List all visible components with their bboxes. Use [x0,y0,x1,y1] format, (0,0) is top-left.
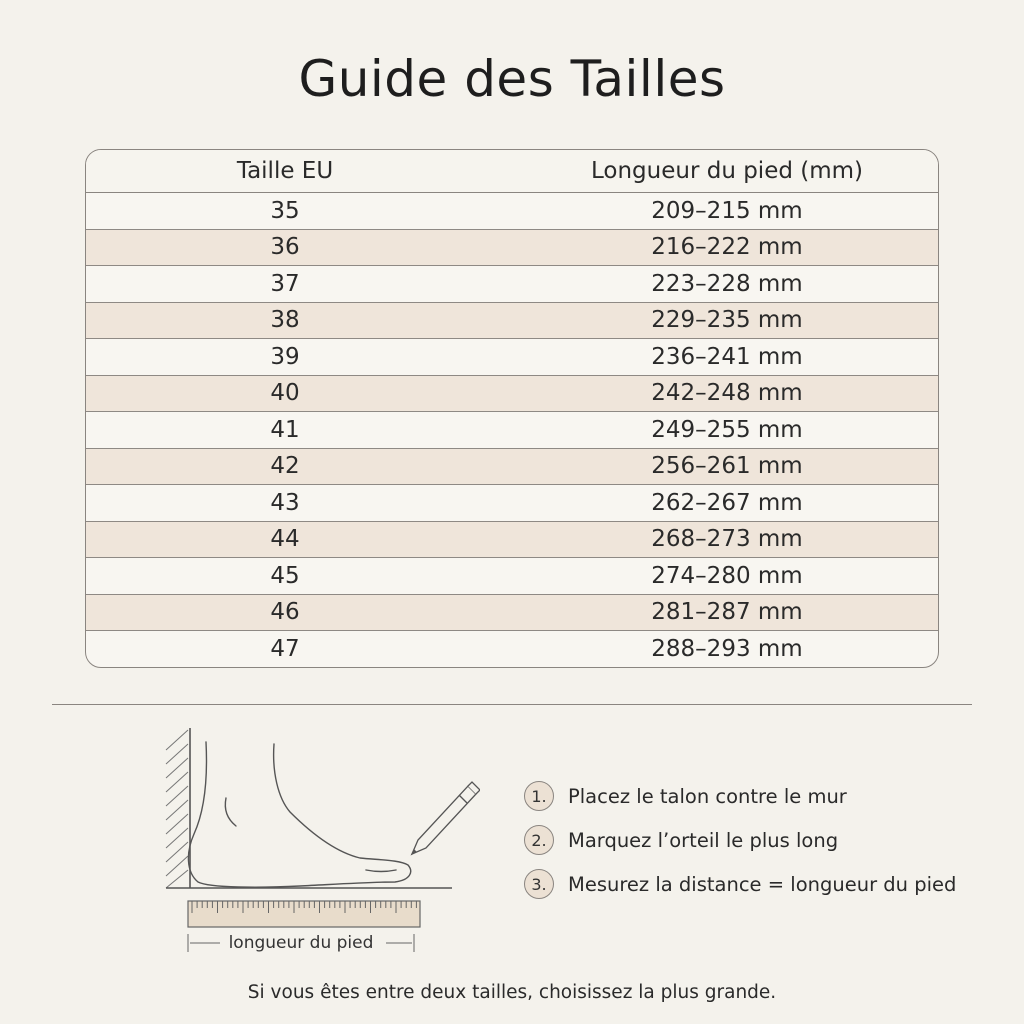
size-cell: 43 [270,489,300,516]
step-1 [524,774,994,818]
table-row [86,266,938,303]
foot-icon [188,742,410,887]
size-cell: 35 [270,197,300,224]
size-table [85,149,939,668]
length-cell: 262–267 mm [651,489,803,516]
size-cell: 38 [270,307,300,334]
table-row [86,339,938,376]
table-row [86,485,938,522]
length-cell: 281–287 mm [651,599,803,626]
header-size: Taille EU [236,158,334,184]
size-cell: 40 [270,380,300,407]
table-row [86,376,938,413]
table-body [86,193,938,668]
footnote: Si vous êtes entre deux tailles, choisissez la plus grande. [247,982,777,1003]
table-header [86,150,938,193]
table-row [86,193,938,230]
length-cell: 288–293 mm [651,636,803,663]
table-row [86,230,938,267]
step-3 [524,862,994,906]
size-cell: 42 [270,453,300,480]
length-cell: 229–235 mm [651,307,803,334]
length-cell: 223–228 mm [651,270,803,297]
table-row [86,522,938,559]
step-number: 1. [524,781,554,811]
length-cell: 236–241 mm [651,343,803,370]
wall-icon [166,728,190,888]
length-cell: 268–273 mm [651,526,803,553]
table-row [86,595,938,632]
step-number: 3. [524,869,554,899]
ruler-label: longueur du pied [228,933,374,953]
size-cell: 36 [270,234,300,261]
length-cell: 274–280 mm [651,562,803,589]
step-text: Mesurez la distance = longueur du pied [568,872,957,896]
length-cell: 249–255 mm [651,416,803,443]
table-row [86,412,938,449]
size-cell: 45 [270,562,300,589]
step-2 [524,818,994,862]
section-divider [52,704,972,705]
length-cell: 242–248 mm [651,380,803,407]
ruler-icon [188,901,420,927]
size-cell: 39 [270,343,300,370]
instruction-steps [524,774,994,906]
size-cell: 41 [270,416,300,443]
header-length: Longueur du pied (mm) [590,158,864,184]
step-text: Marquez l’orteil le plus long [568,828,839,852]
length-cell: 256–261 mm [651,453,803,480]
page-title: Guide des Tailles [298,50,726,108]
size-cell: 37 [270,270,300,297]
table-row [86,558,938,595]
pencil-icon [412,782,480,854]
size-cell: 47 [270,636,300,663]
size-cell: 46 [270,599,300,626]
length-cell: 216–222 mm [651,234,803,261]
size-cell: 44 [270,526,300,553]
measurement-illustration [150,722,480,962]
length-cell: 209–215 mm [651,197,803,224]
table-row [86,631,938,668]
step-number: 2. [524,825,554,855]
step-text: Placez le talon contre le mur [568,784,847,808]
table-row [86,449,938,486]
table-row [86,303,938,340]
